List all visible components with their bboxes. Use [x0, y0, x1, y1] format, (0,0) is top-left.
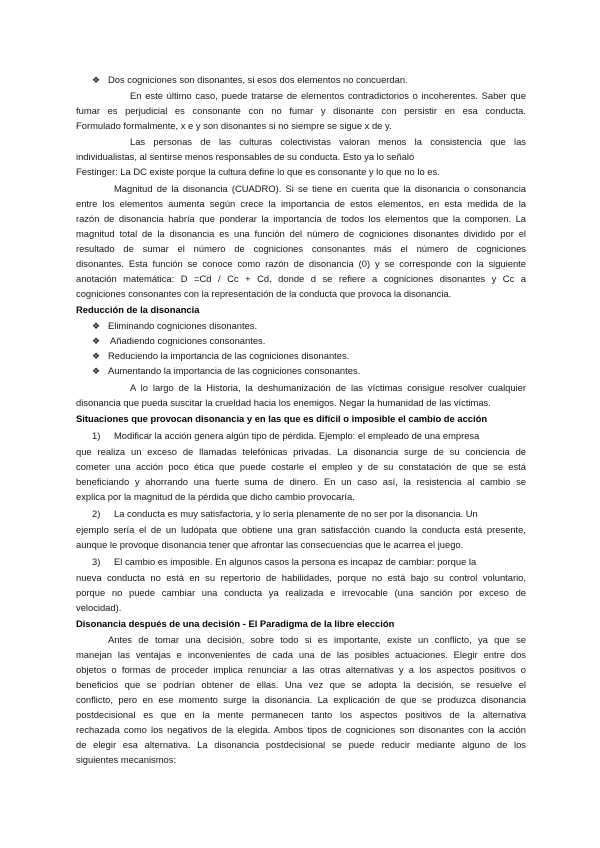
- diamond-bullet-icon: ❖: [92, 351, 101, 361]
- p5-line: Antes de tomar una decisión, sobre todo si es importante, existe un conflicto, ya que se: [108, 634, 526, 645]
- p1-line: En este último caso, puede tratarse de elementos contradictorios o incoherentes. Saber que: [130, 90, 526, 101]
- p5-line: conflicto, pero en ese momento surge la disonancia. La explicación de que se produzca disonancia: [76, 694, 526, 705]
- p3-line: disonantes. Esta función se conoce como razón de disonancia (0) y se corresponde con la siguiente: [76, 258, 526, 269]
- numbered-item-line: Modificar la acción genera algún tipo de pérdida. Ejemplo: el empleado de una empresa: [114, 430, 480, 441]
- p3-line: resultado de sumar el número de cogniciones consonantes más el número de cogniciones: [76, 243, 526, 254]
- p3-line: entre los elementos aumenta según crece la importancia de estos elementos, en esta medida de la: [76, 198, 526, 209]
- p3-line: anotación matemática: D =Cd / Cc + Cd, donde d se refiere a cogniciones disonantes y Cc a: [76, 273, 526, 284]
- numbered-item-line: cometer una acción poco ética que puede costarle el empleo y de su constatación de que se está: [76, 461, 526, 472]
- numbered-item-line: explica por la magnitud de la pérdida que dicho cambio provocaría.: [76, 491, 355, 502]
- numbered-item-line: aunque le provoque disonancia tener que afrontar las consecuencias que le acarrea el juego.: [76, 539, 464, 550]
- p1-line: Formulado formalmente, x e y son disonantes si no siempre se sigue x de y.: [76, 120, 392, 131]
- p5-line: siguientes mecanismos:: [76, 754, 177, 765]
- section-heading: Disonancia después de una decisión - El Paradigma de la libre elección: [76, 618, 395, 629]
- p2-line: Festinger: La DC existe porque la cultura define lo que es consonante y lo que no lo es.: [76, 166, 440, 177]
- p4-line: A lo largo de la Historia, la deshumanización de las víctimas consigue resolver cualquier: [130, 382, 526, 393]
- p5-line: postdecisional es que en la mente permanecen tanto los aspectos positivos de la alternativa: [76, 709, 526, 720]
- p1-line: fumar es perjudicial es consonante con no fumar y disonante con persistir en esa conducta.: [76, 105, 526, 116]
- p3-line: Magnitud de la disonancia (CUADRO). Si se tiene en cuenta que la disonancia o consonancia: [114, 183, 526, 194]
- p3-line: magnitud total de la disonancia es una función del número de cogniciones disonantes dividido por el: [76, 228, 526, 239]
- list-item: Aumentando la importancia de las cogniciones consonantes.: [108, 365, 361, 376]
- section-heading: Situaciones que provocan disonancia y en las que es difícil o imposible el cambio de acción: [76, 413, 488, 424]
- diamond-bullet-icon: ❖: [92, 336, 101, 346]
- p5-line: beneficios que se podrían obtener de ellas. Una vez que se adopta la decisión, se resuelve el: [76, 679, 526, 690]
- numbered-item-line: nueva conducta no está en su repertorio de habilidades, porque no está bajo su control voluntario,: [76, 572, 526, 583]
- diamond-bullet-icon: ❖: [92, 321, 101, 331]
- p2-line: individualistas, al sentirse menos responsables de su conducta. Esto ya lo señaló: [76, 151, 415, 162]
- p5-line: manejan las ventajas e inconvenientes de cada una de las posibles actuaciones. Elegir entre dos: [76, 649, 526, 660]
- p5-line: de elegir esa alternativa. La disonancia postdecisional se puede reducir mediante alguno de los: [76, 739, 526, 750]
- diamond-bullet-icon: ❖: [92, 75, 101, 85]
- list-item: Eliminando cogniciones disonantes.: [108, 320, 258, 331]
- numbered-item-line: ejemplo sería el de un ludópata que obtiene una gran satisfacción cuando la conducta está presente,: [76, 524, 526, 535]
- list-number: 2): [92, 508, 101, 519]
- p4-line: disonancia que pueda suscitar la crueldad hacia los enemigos. Negar la humanidad de las víctimas.: [76, 397, 491, 408]
- numbered-item-line: velocidad).: [76, 602, 122, 613]
- list-number: 1): [92, 430, 101, 441]
- list-item: Reduciendo la importancia de las cogniciones disonantes.: [108, 350, 350, 361]
- list-item: Añadiendo cogniciones consonantes.: [110, 335, 266, 346]
- p2-line: Las personas de las culturas colectivistas valoran menos la consistencia que las: [130, 136, 526, 147]
- numbered-item-line: El cambio es imposible. En algunos casos la persona es incapaz de cambiar: porque la: [114, 556, 477, 567]
- p5-line: objetos o formas de proceder implica renunciar a las otras alternativas y a los aspectos positivos o: [76, 664, 526, 675]
- diamond-bullet-icon: ❖: [92, 366, 101, 376]
- p3-line: cogniciones consonantes con la representación de la conducta que provoca la disonancia.: [76, 288, 452, 299]
- intro-bullet-text: Dos cogniciones son disonantes, si esos dos elementos no concuerdan.: [108, 74, 408, 85]
- numbered-item-line: que realiza un exceso de llamadas telefónicas privadas. La disonancia surge de su conciencia de: [76, 446, 526, 457]
- numbered-item-line: La conducta es muy satisfactoria, y lo sería plenamente de no ser por la disonancia. Un: [114, 508, 478, 519]
- p3-line: razón de disonancia habría que ponderar la importancia de todos los elementos que la componen. La: [76, 213, 526, 224]
- list-number: 3): [92, 556, 101, 567]
- section-heading: Reducción de la disonancia: [76, 304, 200, 315]
- numbered-item-line: porque no puede cambiar una conducta ya realizada e irrevocable (una sanción por exceso de: [76, 587, 526, 598]
- numbered-item-line: beneficiando y ahorrando una fuerte suma de dinero. En un caso así, la resistencia al cambio se: [76, 476, 526, 487]
- p5-line: rechazada como los negativos de la elegida. Ambos tipos de cogniciones son disonantes con la acción: [76, 724, 526, 735]
